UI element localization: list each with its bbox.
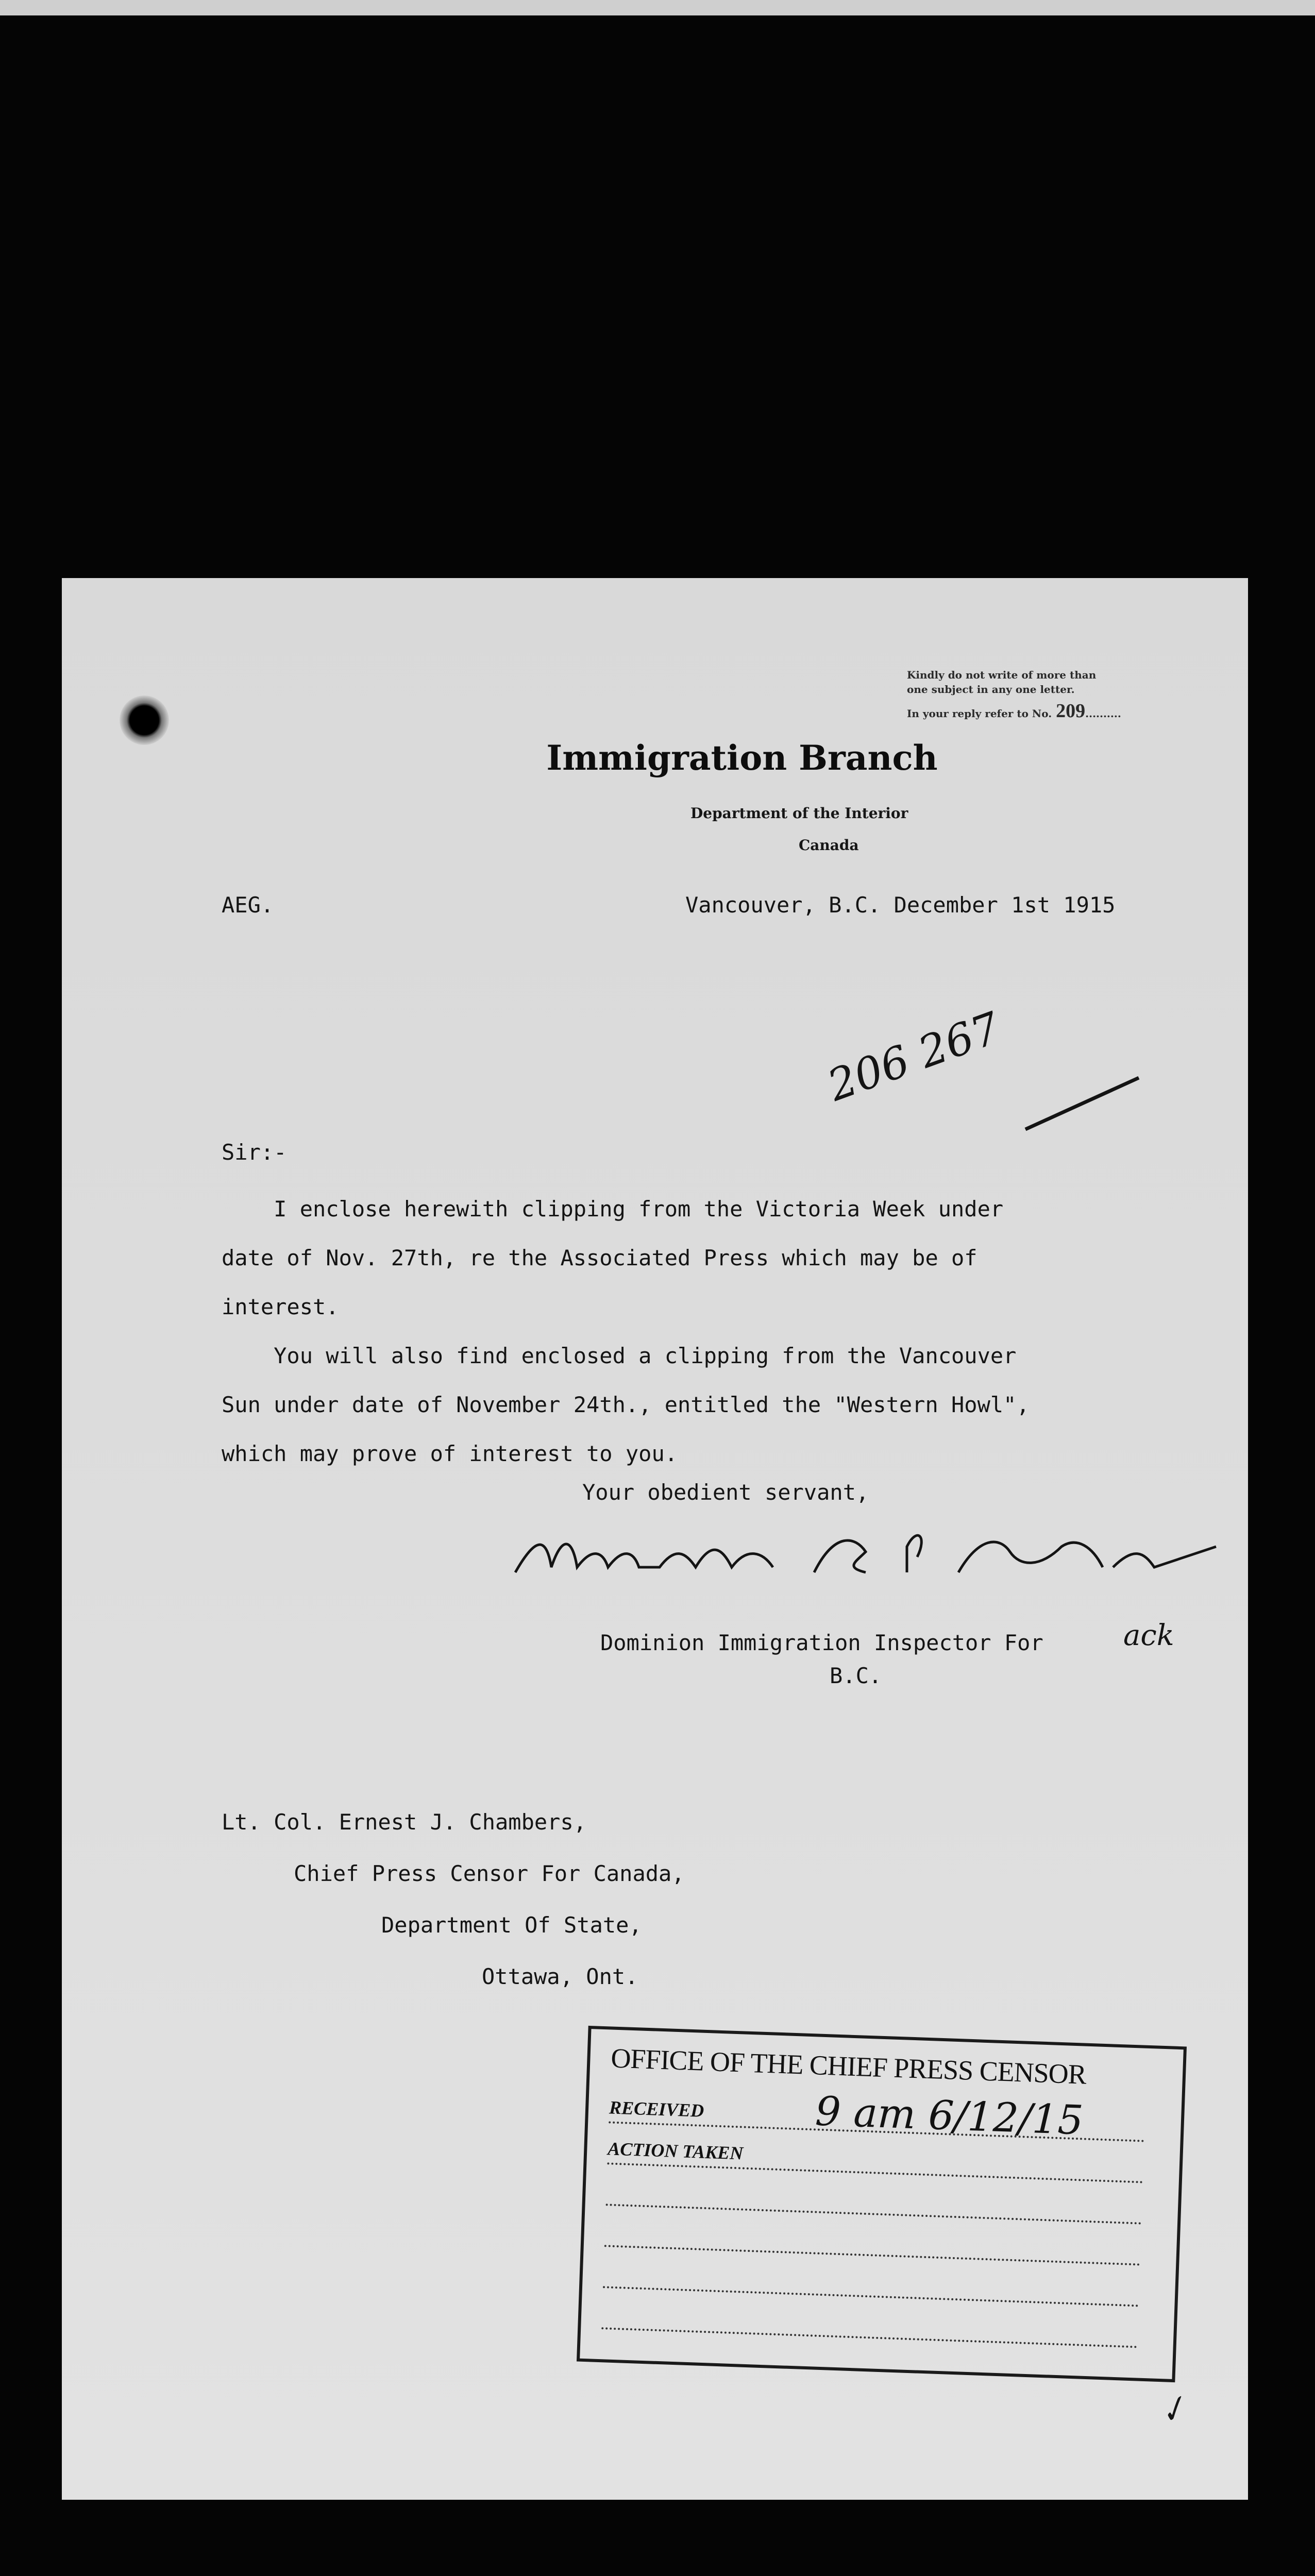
- punch-hole: [120, 696, 169, 745]
- body-line-2: date of Nov. 27th, re the Associated Press which may be of: [222, 1245, 977, 1270]
- addressee-name: Lt. Col. Ernest J. Chambers,: [222, 1809, 587, 1835]
- censor-stamp: [577, 2026, 1187, 2382]
- closing: Your obedient servant,: [582, 1480, 869, 1505]
- handwritten-ack: ack: [1123, 1619, 1174, 1652]
- ref-number: 209: [1056, 700, 1086, 722]
- salutation: Sir:-: [222, 1140, 287, 1165]
- letterhead-country: Canada: [799, 837, 859, 854]
- letter-page: [62, 578, 1248, 2500]
- addressee-title: Chief Press Censor For Canada,: [294, 1861, 685, 1886]
- reference-block: [907, 660, 1226, 721]
- signer-title-1: Dominion Immigration Inspector For: [600, 1630, 1043, 1655]
- stamp-action-label: ACTION TAKEN: [607, 2138, 744, 2164]
- addressee-department: Department Of State,: [381, 1912, 642, 1938]
- stamp-received-label: RECEIVED: [609, 2097, 704, 2121]
- film-edge: [0, 0, 1315, 15]
- ref-notice-2: one subject in any one letter.: [907, 683, 1075, 696]
- body-line-6: which may prove of interest to you.: [222, 1441, 678, 1466]
- signature: [505, 1516, 1226, 1588]
- file-number-stroke: [1020, 1073, 1144, 1134]
- ref-prompt-line: In your reply refer to No. 209..........: [907, 700, 1121, 722]
- stamp-line: [604, 2245, 1140, 2265]
- stamp-line: [607, 2162, 1143, 2183]
- typist-initials: AEG.: [222, 892, 274, 918]
- body-line-4: You will also find enclosed a clipping from the Vancouver: [222, 1343, 1017, 1368]
- body-line-3: interest.: [222, 1294, 339, 1319]
- letterhead-department: Department of the Interior: [690, 805, 908, 822]
- body-line-5: Sun under date of November 24th., entitled the "Western Howl",: [222, 1392, 1030, 1417]
- stamp-received-value: 9 am 6/12/15: [814, 2088, 1084, 2144]
- ref-prompt: In your reply refer to No.: [907, 707, 1052, 720]
- stamp-line: [606, 2204, 1142, 2224]
- handwritten-file-number: 206 267: [821, 1002, 1007, 1111]
- letterhead-title: Immigration Branch: [546, 738, 938, 778]
- dateline: Vancouver, B.C. December 1st 1915: [685, 892, 1116, 918]
- addressee-city: Ottawa, Ont.: [482, 1964, 638, 1989]
- signer-title-2: B.C.: [830, 1663, 882, 1688]
- corner-mark: ✓: [1152, 2387, 1194, 2434]
- body-line-1: I enclose herewith clipping from the Victoria Week under: [222, 1196, 1004, 1222]
- ref-notice-1: Kindly do not write of more than: [907, 669, 1097, 681]
- stamp-title: OFFICE OF THE CHIEF PRESS CENSOR: [610, 2042, 1087, 2090]
- stamp-line: [603, 2286, 1139, 2307]
- stamp-line: [601, 2327, 1137, 2348]
